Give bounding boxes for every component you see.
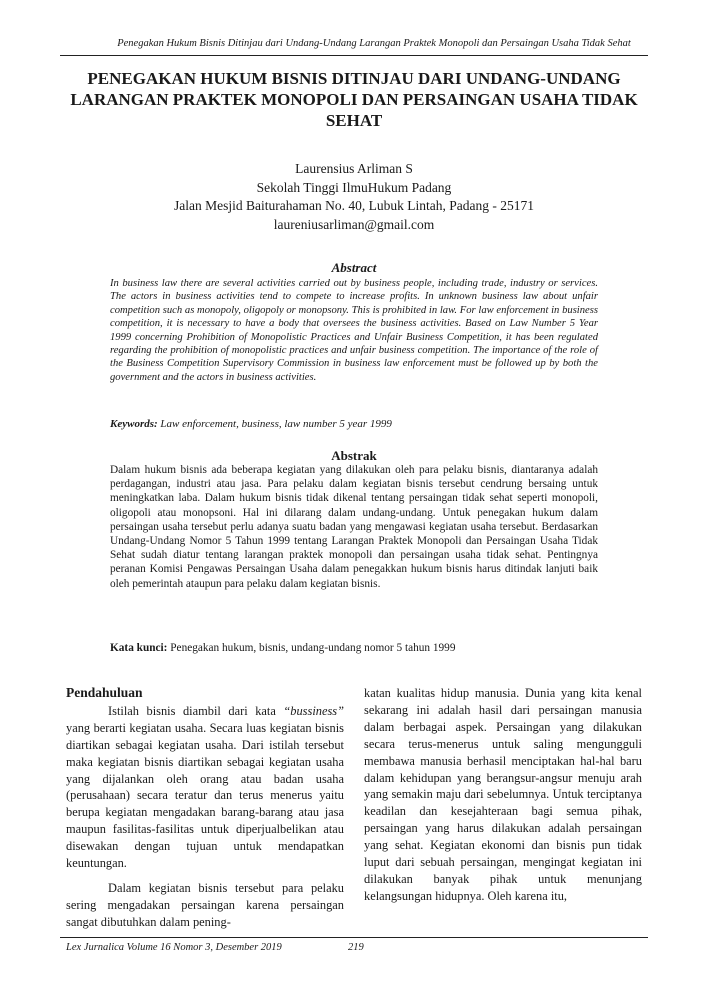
- footer-journal: Lex Jurnalica Volume 16 Nomor 3, Desember 2019: [66, 942, 282, 953]
- keywords-id-label: Kata kunci:: [110, 642, 168, 654]
- keywords-en-label: Keywords:: [110, 418, 158, 430]
- running-head: Penegakan Hukum Bisnis Ditinjau dari Undang-Undang Larangan Praktek Monopoli dan Persaingan Usaha Tidak Sehat: [117, 38, 631, 49]
- body-paragraph-1: [66, 703, 344, 872]
- keywords-id: [110, 642, 598, 654]
- body-paragraph-3: katan kualitas hidup manusia. Dunia yang kita kenal sekarang ini adalah hasil dari persaingan manusia dalam berbagai aspek. Persaingan yang dilakukan secara terus-menerus untuk saling mengungguli membawa manusia berhasil menciptakan hal-hal baru dalam kehidupan yang berangsur-angsur menuju arah yang semakin maju dari sebelumnya. Untuk terciptanya keadilan dan kesejahteraan bagi semua pihak, persaingan yang harus dilakukan adalah persaingan yang sehat. Kegiatan ekonomi dan bisnis pun tidak luput dari sebuah persaingan, mengingat kegiatan ini dilakukan banyak pihak untuk menunjang kelangsungan hidupnya. Oleh karena itu,: [364, 686, 642, 903]
- section-title-pendahuluan: Pendahuluan: [66, 685, 143, 700]
- header-rule: [60, 55, 648, 56]
- keywords-en-value: Law enforcement, business, law number 5 year 1999: [160, 418, 392, 430]
- keywords-en: [110, 418, 598, 430]
- author-email: laureniusarliman@gmail.com: [273, 216, 435, 232]
- abstract-en-text: In business law there are several activities carried out by business people, including trade, industry or services. The actors in business activities tend to compete to increase profits. In unknown business law about unfair competition such as monopoly, oligopoly or monopsony. This is prohibited in law. For law enforcement in business competition, it is necessary to have a body that oversees the business activities. Based on Law Number 5 Year 1999 concerning Prohibition of Monopolistic Practices and Unfair Business Competition, it has been regulated regarding the prohibition of monopolistic practices and unfair business competition. The importance of the role of the Business Competition Supervisory Commission in business law enforcement must be followed up by both the government and the actors in business activities.: [110, 278, 598, 383]
- abstract-id-text: Dalam hukum bisnis ada beberapa kegiatan yang dilakukan oleh para pelaku bisnis, diantaranya adalah perdagangan, industri atau jasa. Para pelaku dalam kegiatan bisnis tersebut cendrung bersaing untuk meningkatkan laba. Dalam hukum bisnis tidak dikenal tentang persaingan tidak sehat seperti monopoli, oligopoli atau monopsoni. Hal ini dilarang dalam undang-undang. Untuk penegakan hukum dalam persaingan usaha tersebut perlu adanya suatu badan yang mengawasi kegiatan usaha tersebut. Berdasarkan Undang-Undang Nomor 5 Tahun 1999 tentang Larangan Praktek Monopoli dan Persaingan Usaha Tidak Sehat sudah diatur tentang larangan praktek monopoli dan persaingan usaha tidak sehat. Pentingnya peranan Komisi Pengawas Persaingan Usaha dalam penegakkan hukum bisnis harus ditindak lanjuti baik oleh pemerintah ataupun para pelaku dalam kegiatan bisnis.: [110, 464, 598, 590]
- paper-title: PENEGAKAN HUKUM BISNIS DITINJAU DARI UNDANG-UNDANG LARANGAN PRAKTEK MONOPOLI DAN PERSAINGAN USAHA TIDAK SEHAT: [70, 69, 638, 130]
- body-paragraph-2: Dalam kegiatan bisnis tersebut para pelaku sering mengadakan persaingan karena persaingan sangat dibutuhkan dalam pening-: [66, 880, 344, 929]
- author-address: Jalan Mesjid Baiturahaman No. 40, Lubuk Lintah, Padang - 25171: [174, 198, 534, 213]
- p1-after: yang berarti kegiatan usaha. Secara luas kegiatan bisnis diartikan sebagai kegiatan usaha. Dari istilah tersebut maka kegiatan bisnis diartikan sebagai kegiatan usaha yang dijalankan oleh orang atau badan usaha (perusahaan) secara teratur dan terus menerus yaitu berupa kegiatan mengadakan barang-barang atau jasa maupun fasilitas-fasilitas untuk diperjualbelikan atau disewakan dengan tujuan untuk mendapatkan keuntungan.: [66, 720, 344, 871]
- body-column-left: [66, 685, 344, 931]
- p1-before: Istilah bisnis diambil dari kata: [108, 703, 284, 718]
- author-name: Laurensius Arliman S: [295, 161, 413, 176]
- abstract-id-heading: Abstrak: [331, 448, 377, 463]
- footer-rule: [60, 937, 648, 938]
- page-number: 219: [348, 942, 364, 953]
- p1-term: “bussiness”: [283, 703, 344, 718]
- abstract-en-heading: Abstract: [331, 260, 377, 275]
- author-institution: Sekolah Tinggi IlmuHukum Padang: [256, 179, 452, 195]
- body-column-right: [364, 685, 642, 905]
- author-block: [0, 160, 708, 234]
- keywords-id-value: Penegakan hukum, bisnis, undang-undang nomor 5 tahun 1999: [170, 642, 456, 654]
